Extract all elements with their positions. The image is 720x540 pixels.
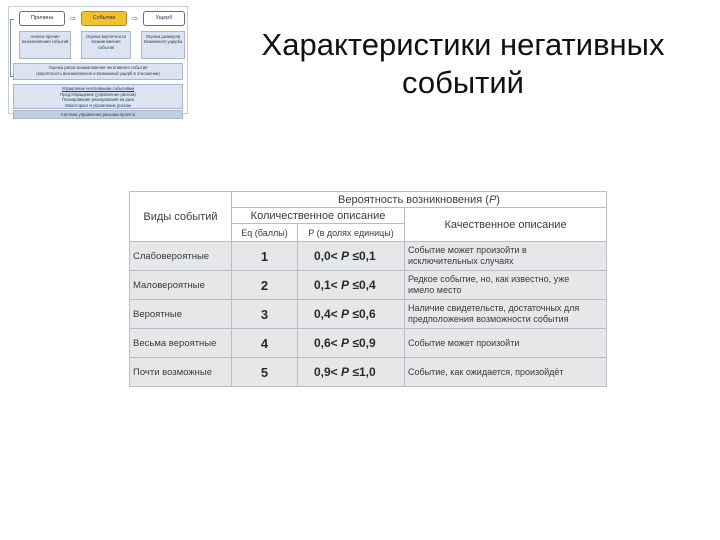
- table-row: [130, 300, 607, 329]
- qualitative-description-cell: [405, 329, 607, 358]
- range-lower: 0,9<: [314, 365, 342, 379]
- table-row: [130, 329, 607, 358]
- range-variable: P: [341, 336, 350, 350]
- range-upper: ≤1,0: [349, 365, 376, 379]
- header-eq-points: Eq (баллы): [232, 224, 298, 242]
- header-probability-suffix: ): [496, 193, 500, 206]
- event-type-cell: Вероятные: [130, 300, 232, 329]
- qualitative-description-cell: [405, 300, 607, 329]
- header-qualitative: Качественное описание: [405, 208, 607, 242]
- event-type-cell: Маловероятные: [130, 271, 232, 300]
- range-lower: 0,6<: [314, 336, 342, 350]
- event-type-cell: Слабовероятные: [130, 242, 232, 271]
- slide-title-line2: событий: [402, 65, 524, 100]
- arrow-right-icon: ⇨: [69, 14, 77, 23]
- eq-score-cell: 1: [232, 242, 298, 271]
- header-event-types: Виды событий: [130, 192, 232, 242]
- diagram-damage-box: Ущерб: [143, 11, 185, 26]
- range-lower: 0,0<: [314, 249, 342, 263]
- diagram-cause-analysis: Анализ причин возникновения событий: [19, 31, 71, 59]
- range-upper: ≤0,6: [349, 307, 376, 321]
- event-characteristics-table-wrapper: [129, 191, 606, 381]
- qual-line: исключительных случаях: [408, 256, 514, 266]
- qual-line: имело место: [408, 285, 462, 295]
- management-item: Планирование реагирования на риск: [61, 97, 135, 102]
- eq-score-cell: 4: [232, 329, 298, 358]
- management-item: Предотвращение (управление риском): [60, 91, 136, 97]
- header-quantitative: Количественное описание: [232, 208, 405, 224]
- qualitative-description-cell: [405, 242, 607, 271]
- table-row: [130, 358, 607, 387]
- qual-line: Наличие свидетельств, достаточных для: [408, 303, 580, 313]
- diagram-cause-box: Причина: [19, 11, 65, 26]
- management-item: Мониторинг и управление риском: [65, 102, 131, 108]
- risk-assessment-line1: Оценка риска возникновения негативного события: [48, 65, 148, 70]
- event-type-cell: Почти возможные: [130, 358, 232, 387]
- slide-title: [226, 26, 700, 102]
- diagram-probability-assessment: Оценка вероятности возникновения события: [81, 31, 131, 59]
- qual-line: Событие, как ожидается, произойдёт: [408, 366, 564, 377]
- slide-title-line1: Характеристики негативных: [261, 27, 665, 62]
- range-upper: ≤0,4: [349, 278, 376, 292]
- diagram-event-box: Событие: [81, 11, 127, 26]
- eq-score-cell: 5: [232, 358, 298, 387]
- management-heading: Управление негативными событиями: [61, 86, 135, 91]
- qual-line: Редкое событие, но, как известно, уже: [408, 274, 570, 284]
- range-variable: P: [341, 365, 350, 379]
- diagram-footer: Система управления рисками проекта: [13, 110, 183, 119]
- risk-assessment-line2: (вероятность возникновения и возможный ущерб в отношении): [36, 70, 160, 76]
- event-type-cell: Весьма вероятные: [130, 329, 232, 358]
- qualitative-description-cell: [405, 271, 607, 300]
- range-lower: 0,4<: [314, 307, 342, 321]
- range-upper: ≤0,9: [349, 336, 376, 350]
- probability-range-cell: [298, 329, 405, 358]
- diagram-damage-assessment: Оценка размеров возможного ущерба: [141, 31, 185, 59]
- qual-line: предположения возможности события: [408, 314, 569, 324]
- process-diagram-thumbnail: [8, 6, 188, 117]
- range-variable: P: [341, 249, 350, 263]
- probability-range-cell: [298, 271, 405, 300]
- arrow-right-icon: ⇨: [131, 14, 139, 23]
- diagram-event-management: [13, 84, 183, 109]
- header-probability-var: P: [488, 193, 497, 206]
- range-upper: ≤0,1: [349, 249, 376, 263]
- diagram-risk-assessment: [13, 63, 183, 80]
- probability-range-cell: [298, 242, 405, 271]
- table-row: [130, 271, 607, 300]
- header-p-units: P (в долях единицы): [298, 224, 405, 242]
- qual-line: Событие может произойти в: [408, 245, 527, 255]
- table-row: [130, 242, 607, 271]
- qual-line: Событие может произойти: [408, 337, 520, 348]
- range-variable: P: [341, 307, 350, 321]
- header-probability-prefix: Вероятность возникновения (: [338, 193, 489, 206]
- qualitative-description-cell: [405, 358, 607, 387]
- eq-score-cell: 2: [232, 271, 298, 300]
- range-lower: 0,1<: [314, 278, 342, 292]
- range-variable: P: [341, 278, 350, 292]
- eq-score-cell: 3: [232, 300, 298, 329]
- header-probability: [232, 192, 607, 208]
- probability-range-cell: [298, 358, 405, 387]
- event-characteristics-table: [129, 191, 607, 387]
- probability-range-cell: [298, 300, 405, 329]
